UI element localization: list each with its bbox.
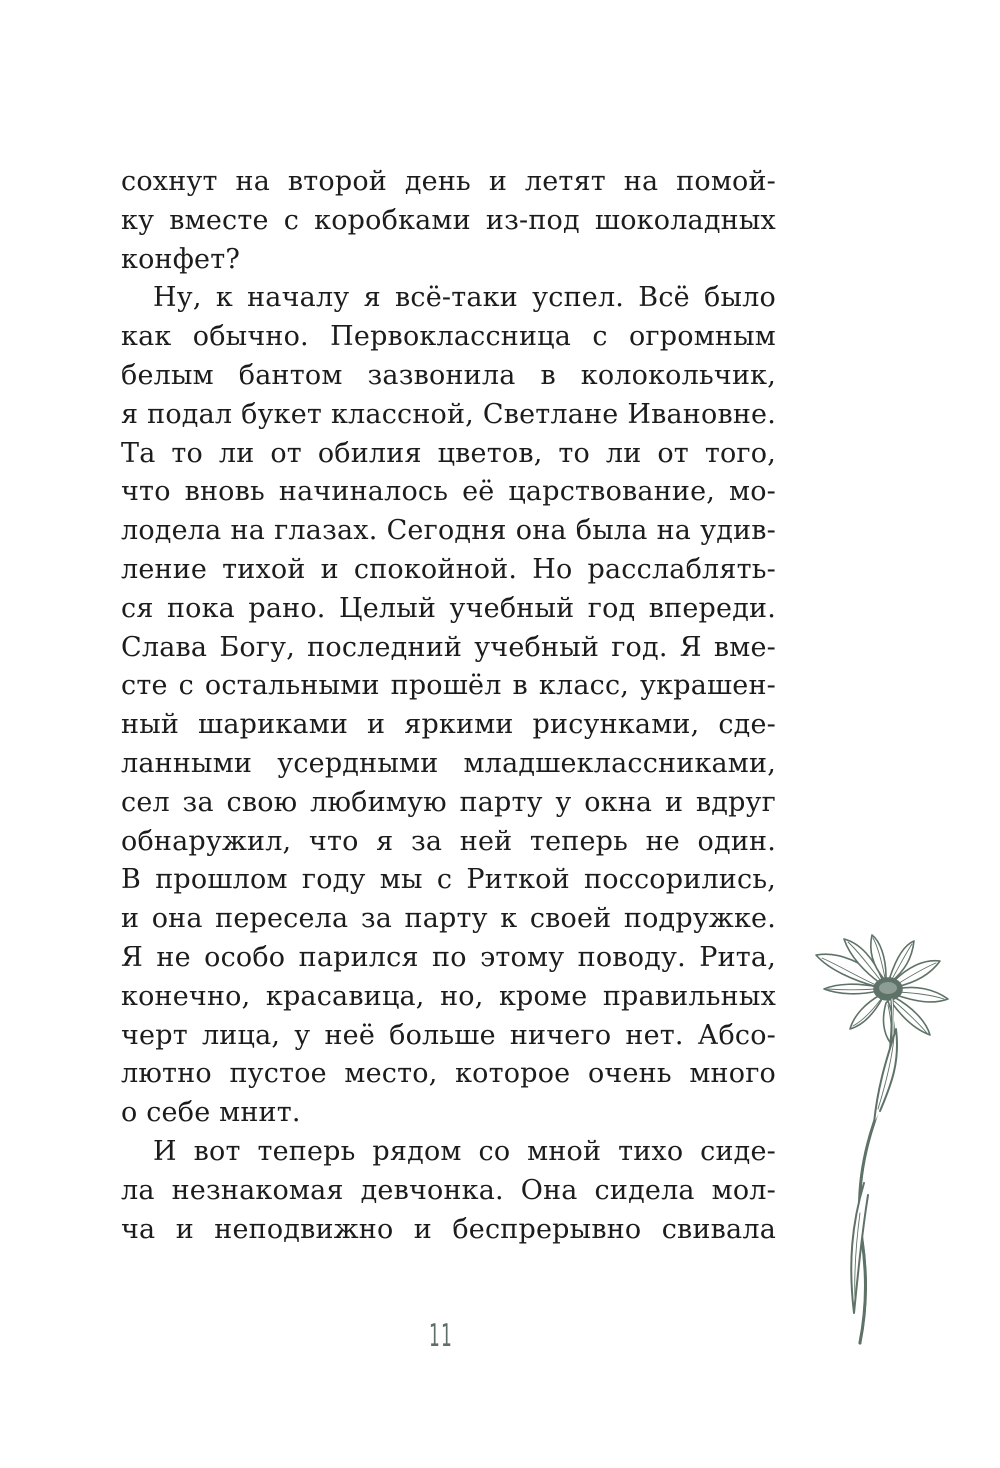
text-line: как обычно. Первоклассница с огромным bbox=[121, 321, 776, 353]
page-number: 11 bbox=[429, 1318, 453, 1354]
text-line: В прошлом году мы с Риткой поссорились, bbox=[121, 864, 776, 896]
text-line: Слава Богу, последний учебный год. Я вме- bbox=[121, 631, 776, 663]
text-line: ление тихой и спокойной. Но расслаблять- bbox=[121, 553, 776, 585]
text-line: Ну, к началу я всё-таки успел. Всё было bbox=[153, 282, 776, 314]
text-line: обнаружил, что я за ней теперь не один. bbox=[121, 825, 776, 857]
text-line: конечно, красавица, но, кроме правильных bbox=[121, 980, 776, 1012]
body-text bbox=[121, 163, 776, 1249]
text-line: Та то ли от обилия цветов, то ли от того, bbox=[121, 437, 776, 469]
text-line: черт лица, у неё больше ничего нет. Абсо- bbox=[121, 1019, 776, 1051]
text-line: и она пересела за парту к своей подружке. bbox=[121, 903, 776, 935]
text-line: сохнут на второй день и летят на помой- bbox=[121, 166, 776, 197]
text-line: Я не особо парился по этому поводу. Рита, bbox=[121, 941, 776, 973]
text-line: ся пока рано. Целый учебный год впереди. bbox=[121, 592, 776, 624]
text-line: И вот теперь рядом со мной тихо сиде- bbox=[153, 1135, 776, 1167]
text-line: ла незнакомая девчонка. Она сидела мол- bbox=[121, 1174, 776, 1206]
text-line: ный шариками и яркими рисунками, сде- bbox=[121, 709, 776, 741]
text-line: ку вместе с коробками из-под шоколадных bbox=[121, 204, 776, 236]
text-line: ча и неподвижно и беспрерывно свивала bbox=[121, 1213, 776, 1245]
text-line: конфет? bbox=[121, 243, 241, 275]
text-line: белым бантом зазвонила в колокольчик, bbox=[121, 359, 776, 391]
text-line: лодела на глазах. Сегодня она была на удив- bbox=[121, 515, 776, 547]
text-line: сте с остальными прошёл в класс, украшен- bbox=[121, 670, 776, 702]
text-line: о себе мнит. bbox=[121, 1097, 301, 1129]
text-line: лютно пустое место, которое очень много bbox=[121, 1058, 776, 1090]
text-line: что вновь начиналось её царствование, мо- bbox=[121, 476, 776, 508]
text-line: я подал букет классной, Светлане Ивановне. bbox=[121, 398, 776, 430]
text-line: ланными усердными младшеклассниками, bbox=[121, 747, 776, 779]
chamomile-flower-illustration bbox=[808, 933, 958, 1353]
text-line: сел за свою любимую парту у окна и вдруг bbox=[121, 786, 776, 818]
